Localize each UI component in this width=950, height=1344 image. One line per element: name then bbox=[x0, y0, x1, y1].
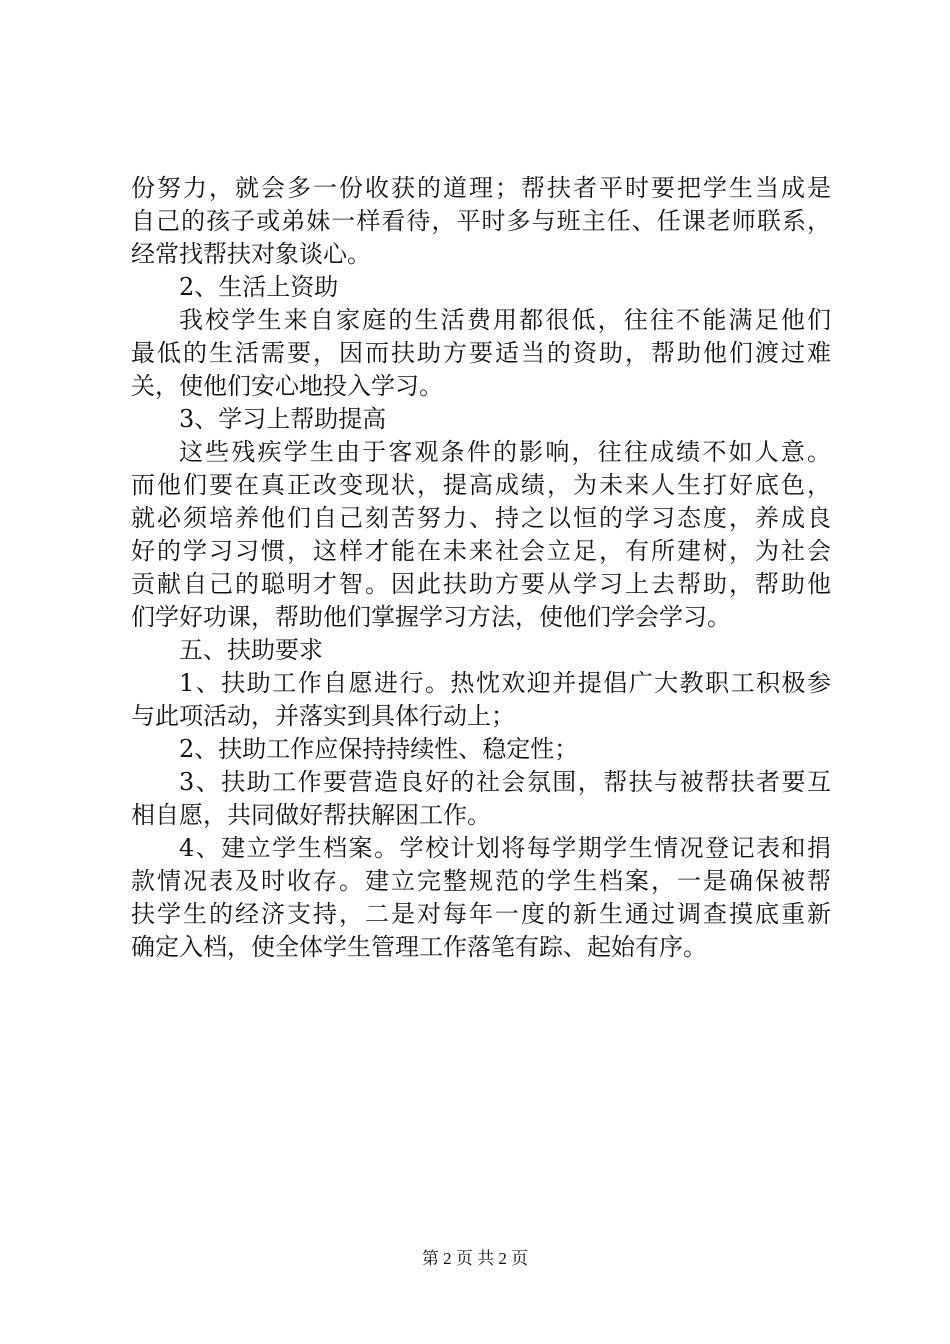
text-line: 款情况表及时收存。建立完整规范的学生档案，一是确保被帮 bbox=[131, 867, 831, 895]
text-line: 就必须培养他们自己刻苦努力、持之以恒的学习态度，养成良 bbox=[131, 504, 831, 532]
text-line: 4、建立学生档案。学校计划将每学期学生情况登记表和捐 bbox=[179, 834, 831, 862]
text-line: 份努力，就会多一份收获的道理；帮扶者平时要把学生当成是 bbox=[131, 174, 831, 202]
text-line: 们学好功课，帮助他们掌握学习方法，使他们学会学习。 bbox=[131, 603, 731, 631]
text-line: 经常找帮扶对象谈心。 bbox=[131, 240, 371, 268]
text-line: 确定入档，使全体学生管理工作落笔有踪、起始有序。 bbox=[131, 933, 707, 961]
text-line: 这些残疾学生由于客观条件的影响，往往成绩不如人意。 bbox=[179, 438, 831, 466]
text-line: 贡献自己的聪明才智。因此扶助方要从学习上去帮助，帮助他 bbox=[131, 570, 831, 598]
section-heading: 五、扶助要求 bbox=[179, 636, 323, 664]
text-line: 与此项活动，并落实到具体行动上； bbox=[131, 702, 515, 730]
text-line: 2、扶助工作应保持持续性、稳定性； bbox=[179, 735, 579, 763]
text-line: 1、扶助工作自愿进行。热忱欢迎并提倡广大教职工积极参 bbox=[179, 669, 831, 697]
text-line: 3、扶助工作要营造良好的社会氛围，帮扶与被帮扶者要互 bbox=[179, 768, 831, 796]
text-line: 自己的孩子或弟妹一样看待，平时多与班主任、任课老师联系， bbox=[131, 207, 831, 235]
text-line: 好的学习习惯，这样才能在未来社会立足，有所建树，为社会 bbox=[131, 537, 831, 565]
page-number-footer: 第 2 页 共 2 页 bbox=[421, 1249, 529, 1268]
text-line: 我校学生来自家庭的生活费用都很低，往往不能满足他们 bbox=[179, 306, 831, 334]
body-text bbox=[131, 172, 831, 964]
text-line: 而他们要在真正改变现状，提高成绩，为未来人生打好底色， bbox=[131, 471, 831, 499]
text-line: 扶学生的经济支持，二是对每年一度的新生通过调查摸底重新 bbox=[131, 900, 831, 928]
section-heading: 3、学习上帮助提高 bbox=[179, 405, 387, 433]
text-line: 相自愿，共同做好帮扶解困工作。 bbox=[131, 801, 491, 829]
section-heading: 2、生活上资助 bbox=[179, 273, 339, 301]
text-line: 最低的生活需要，因而扶助方要适当的资助，帮助他们渡过难 bbox=[131, 339, 831, 367]
text-line: 关，使他们安心地投入学习。 bbox=[131, 372, 443, 400]
